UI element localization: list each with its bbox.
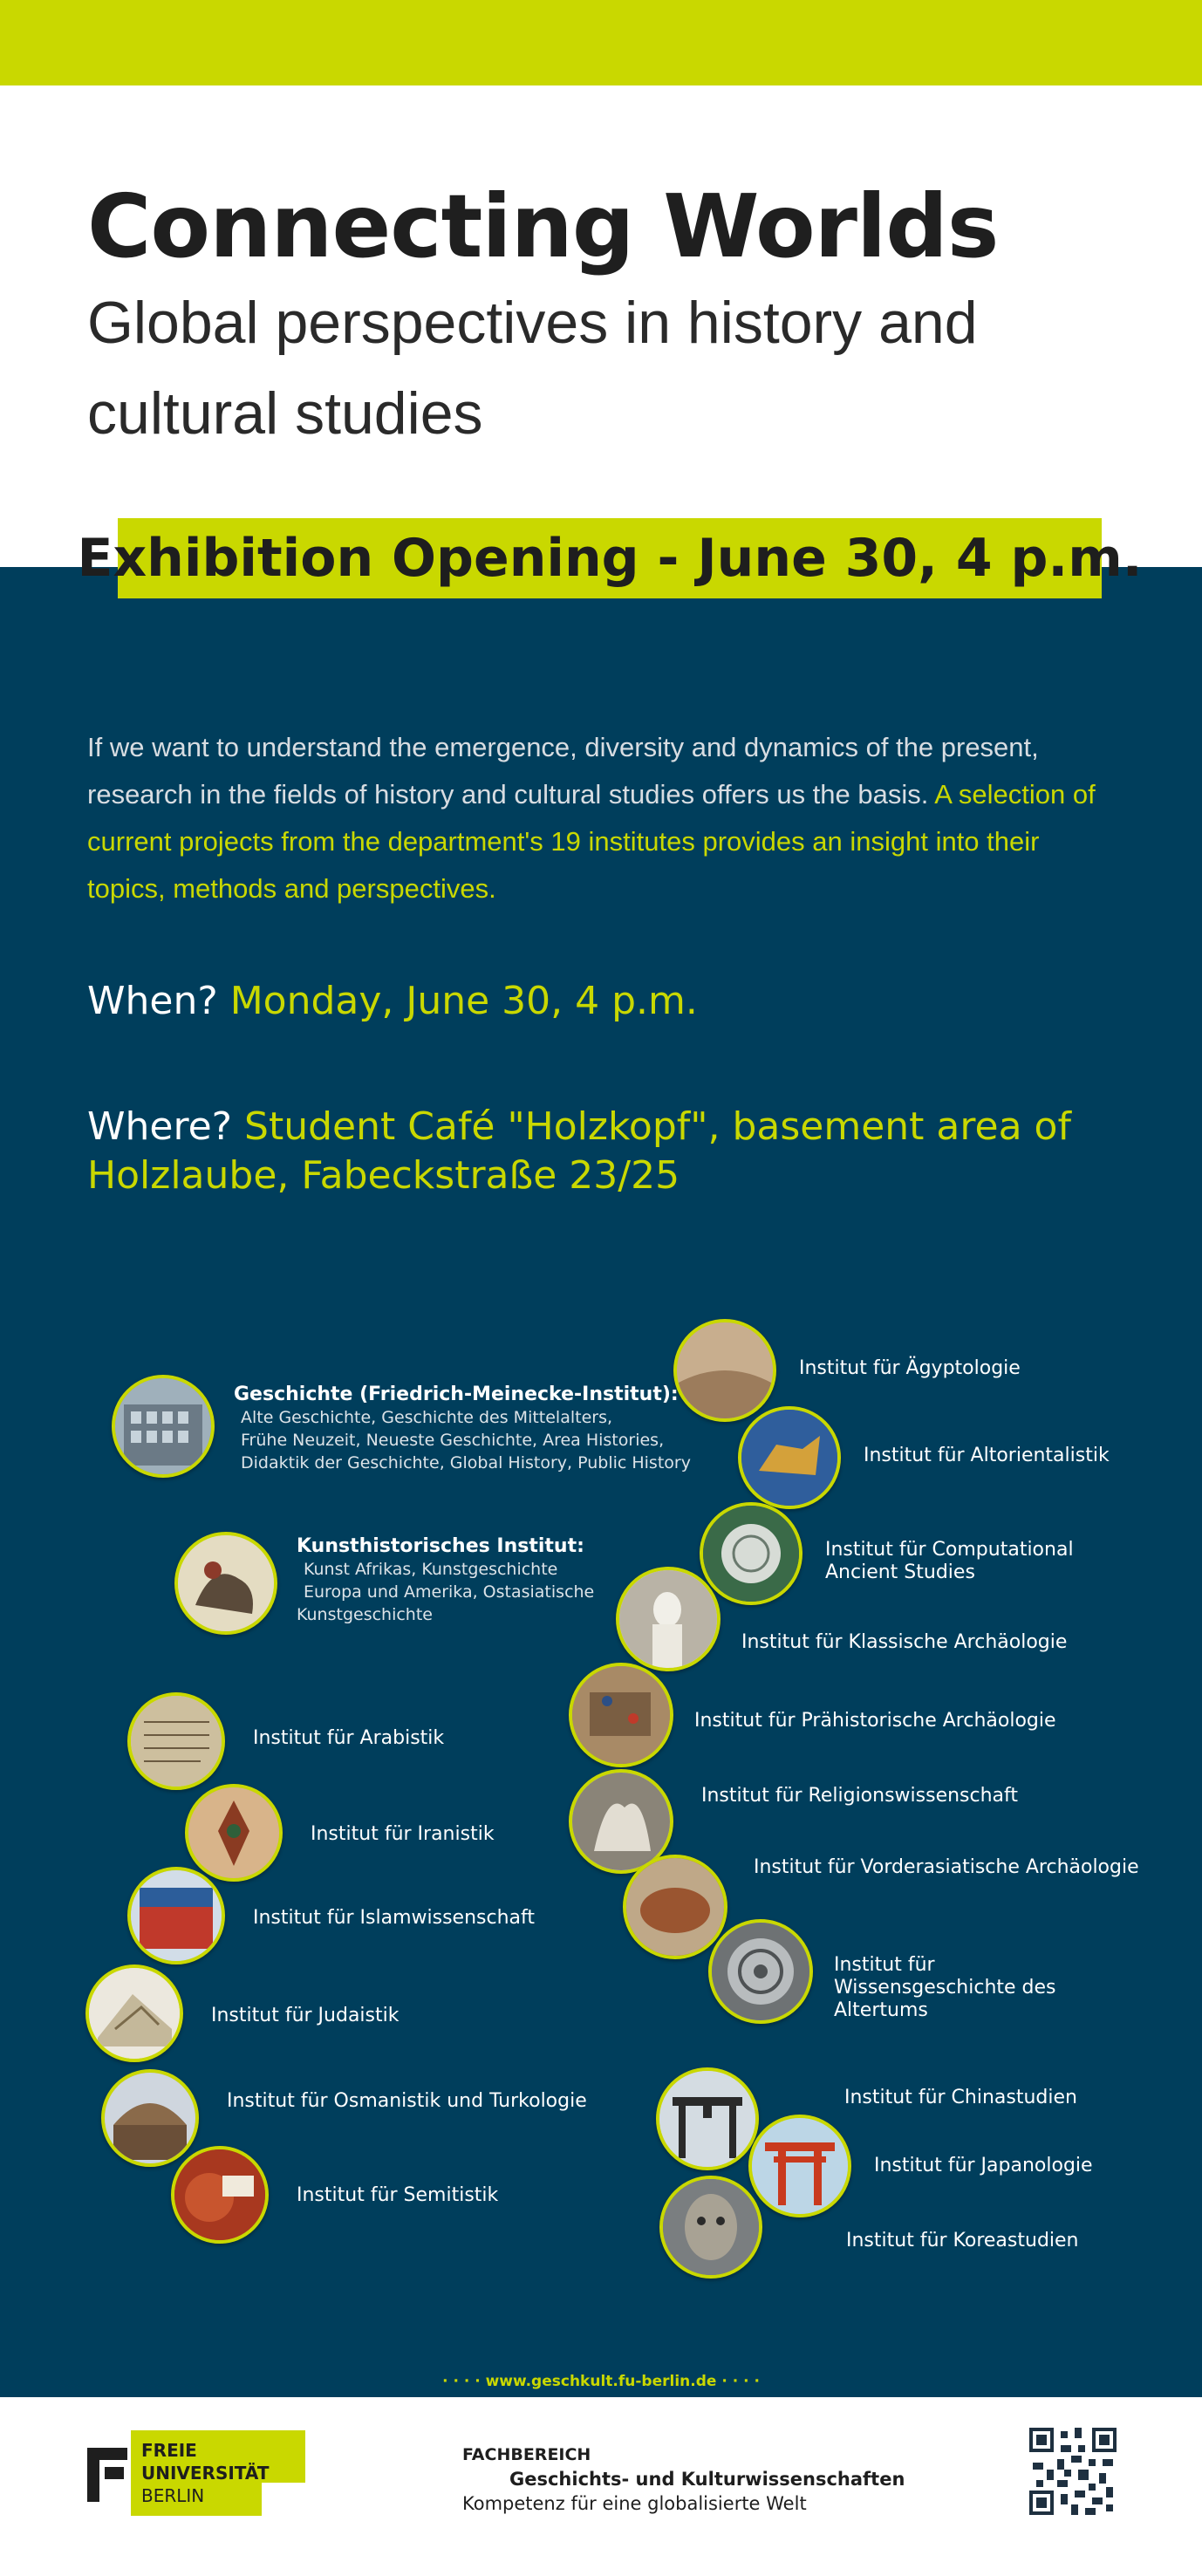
label-klassische-archaeologie: Institut für Klassische Archäologie xyxy=(741,1631,1068,1653)
intro-highlight: A selection of current projects from the department's 19 institutes provides an insight into their topics, methods and perspectives. xyxy=(87,779,1096,904)
label-geschichte: Geschichte (Friedrich-Meinecke-Institut): Alte Geschichte, Geschichte des Mittelalters, Frühe Neuzeit, Neueste Geschichte, Area Histories, Didaktik der Geschichte, Global History, Public History xyxy=(234,1384,691,1472)
label-judaistik: Institut für Judaistik xyxy=(211,2005,400,2026)
japanologie-photo xyxy=(748,2115,851,2217)
label-japanologie: Institut für Japanologie xyxy=(874,2155,1093,2176)
label-wissensgeschichte: Institut für Wissensgeschichte des Altertums xyxy=(834,1954,1056,2021)
fachbereich-label: FACHBEREICH xyxy=(462,2445,591,2464)
label-computational: Institut für Computational Ancient Studies xyxy=(825,1539,1074,1583)
islamwissenschaft-photo xyxy=(127,1867,225,1964)
label-arabistik: Institut für Arabistik xyxy=(253,1727,445,1749)
when-value: Monday, June 30, 4 p.m. xyxy=(229,979,698,1023)
vorderasiatische-archaeologie-photo xyxy=(623,1855,727,1959)
opening-banner: Exhibition Opening - June 30, 4 p.m. xyxy=(118,518,1102,598)
where-label: Where? xyxy=(87,1104,233,1149)
qr-code-icon[interactable] xyxy=(1029,2428,1117,2515)
label-vorderasiatische-archaeologie: Institut für Vorderasiatische Archäologie xyxy=(754,1856,1139,1878)
judaistik-photo xyxy=(85,1964,183,2062)
kunstgeschichte-photo xyxy=(174,1532,277,1635)
aegyptologie-photo xyxy=(673,1319,776,1422)
arabistik-photo xyxy=(127,1692,225,1790)
when-line xyxy=(87,977,1134,1026)
klassische-archaeologie-photo xyxy=(616,1567,721,1671)
label-aegyptologie: Institut für Ägyptologie xyxy=(799,1357,1021,1379)
label-semitistik: Institut für Semitistik xyxy=(297,2184,499,2206)
semitistik-photo xyxy=(171,2146,269,2244)
label-altorientalistik: Institut für Altorientalistik xyxy=(864,1445,1110,1466)
label-kunsthistorisch: Kunsthistorisches Institut: Kunst Afrikas, Kunstgeschichte Europa und Amerika, Ostasiatische Kunstgeschichte xyxy=(297,1535,595,1624)
when-label: When? xyxy=(87,979,218,1023)
label-chinastudien: Institut für Chinastudien xyxy=(844,2087,1077,2108)
where-line xyxy=(87,1103,1134,1200)
label-iranistik: Institut für Iranistik xyxy=(311,1823,495,1845)
department-block xyxy=(462,2443,905,2516)
iranistik-photo xyxy=(185,1784,283,1882)
label-islamwissenschaft: Institut für Islamwissenschaft xyxy=(253,1907,535,1929)
label-praehistorische-archaeologie: Institut für Prähistorische Archäologie xyxy=(694,1710,1056,1732)
osmanistik-photo xyxy=(101,2069,199,2167)
computational-photo xyxy=(700,1502,802,1605)
chinastudien-photo xyxy=(656,2067,759,2170)
label-osmanistik: Institut für Osmanistik und Turkologie xyxy=(227,2090,587,2112)
logo-text: FREIE UNIVERSITÄT BERLIN xyxy=(141,2440,270,2506)
page-subtitle: Global perspectives in history and cultural studies xyxy=(87,290,978,447)
fu-berlin-logo xyxy=(87,2430,305,2518)
intro-plain: If we want to understand the emergence, diversity and dynamics of the present, research in the fields of history and cultural studies offers us the basis. xyxy=(87,732,1039,810)
department-tagline: Kompetenz für eine globalisierte Welt xyxy=(462,2493,807,2514)
label-koreastudien: Institut für Koreastudien xyxy=(846,2230,1079,2251)
label-religionswissenschaft: Institut für Religionswissenschaft xyxy=(701,1785,1019,1807)
geschichte-photo xyxy=(112,1375,215,1478)
wissensgeschichte-photo xyxy=(708,1919,813,2024)
where-value: Student Café "Holzkopf", basement area of Holzlaube, Fabeckstraße 23/25 xyxy=(87,1104,1071,1198)
praehistorische-archaeologie-photo xyxy=(569,1663,673,1767)
koreastudien-photo xyxy=(659,2176,762,2279)
intro-text xyxy=(87,724,1117,912)
altorientalistik-photo xyxy=(738,1406,841,1509)
website-link[interactable]: · · · · www.geschkult.fu-berlin.de · · · · xyxy=(442,2373,760,2390)
department-name: Geschichts- und Kulturwissenschaften xyxy=(509,2469,905,2490)
top-accent-bar xyxy=(0,0,1202,85)
page-title: Connecting Worlds xyxy=(87,175,999,277)
